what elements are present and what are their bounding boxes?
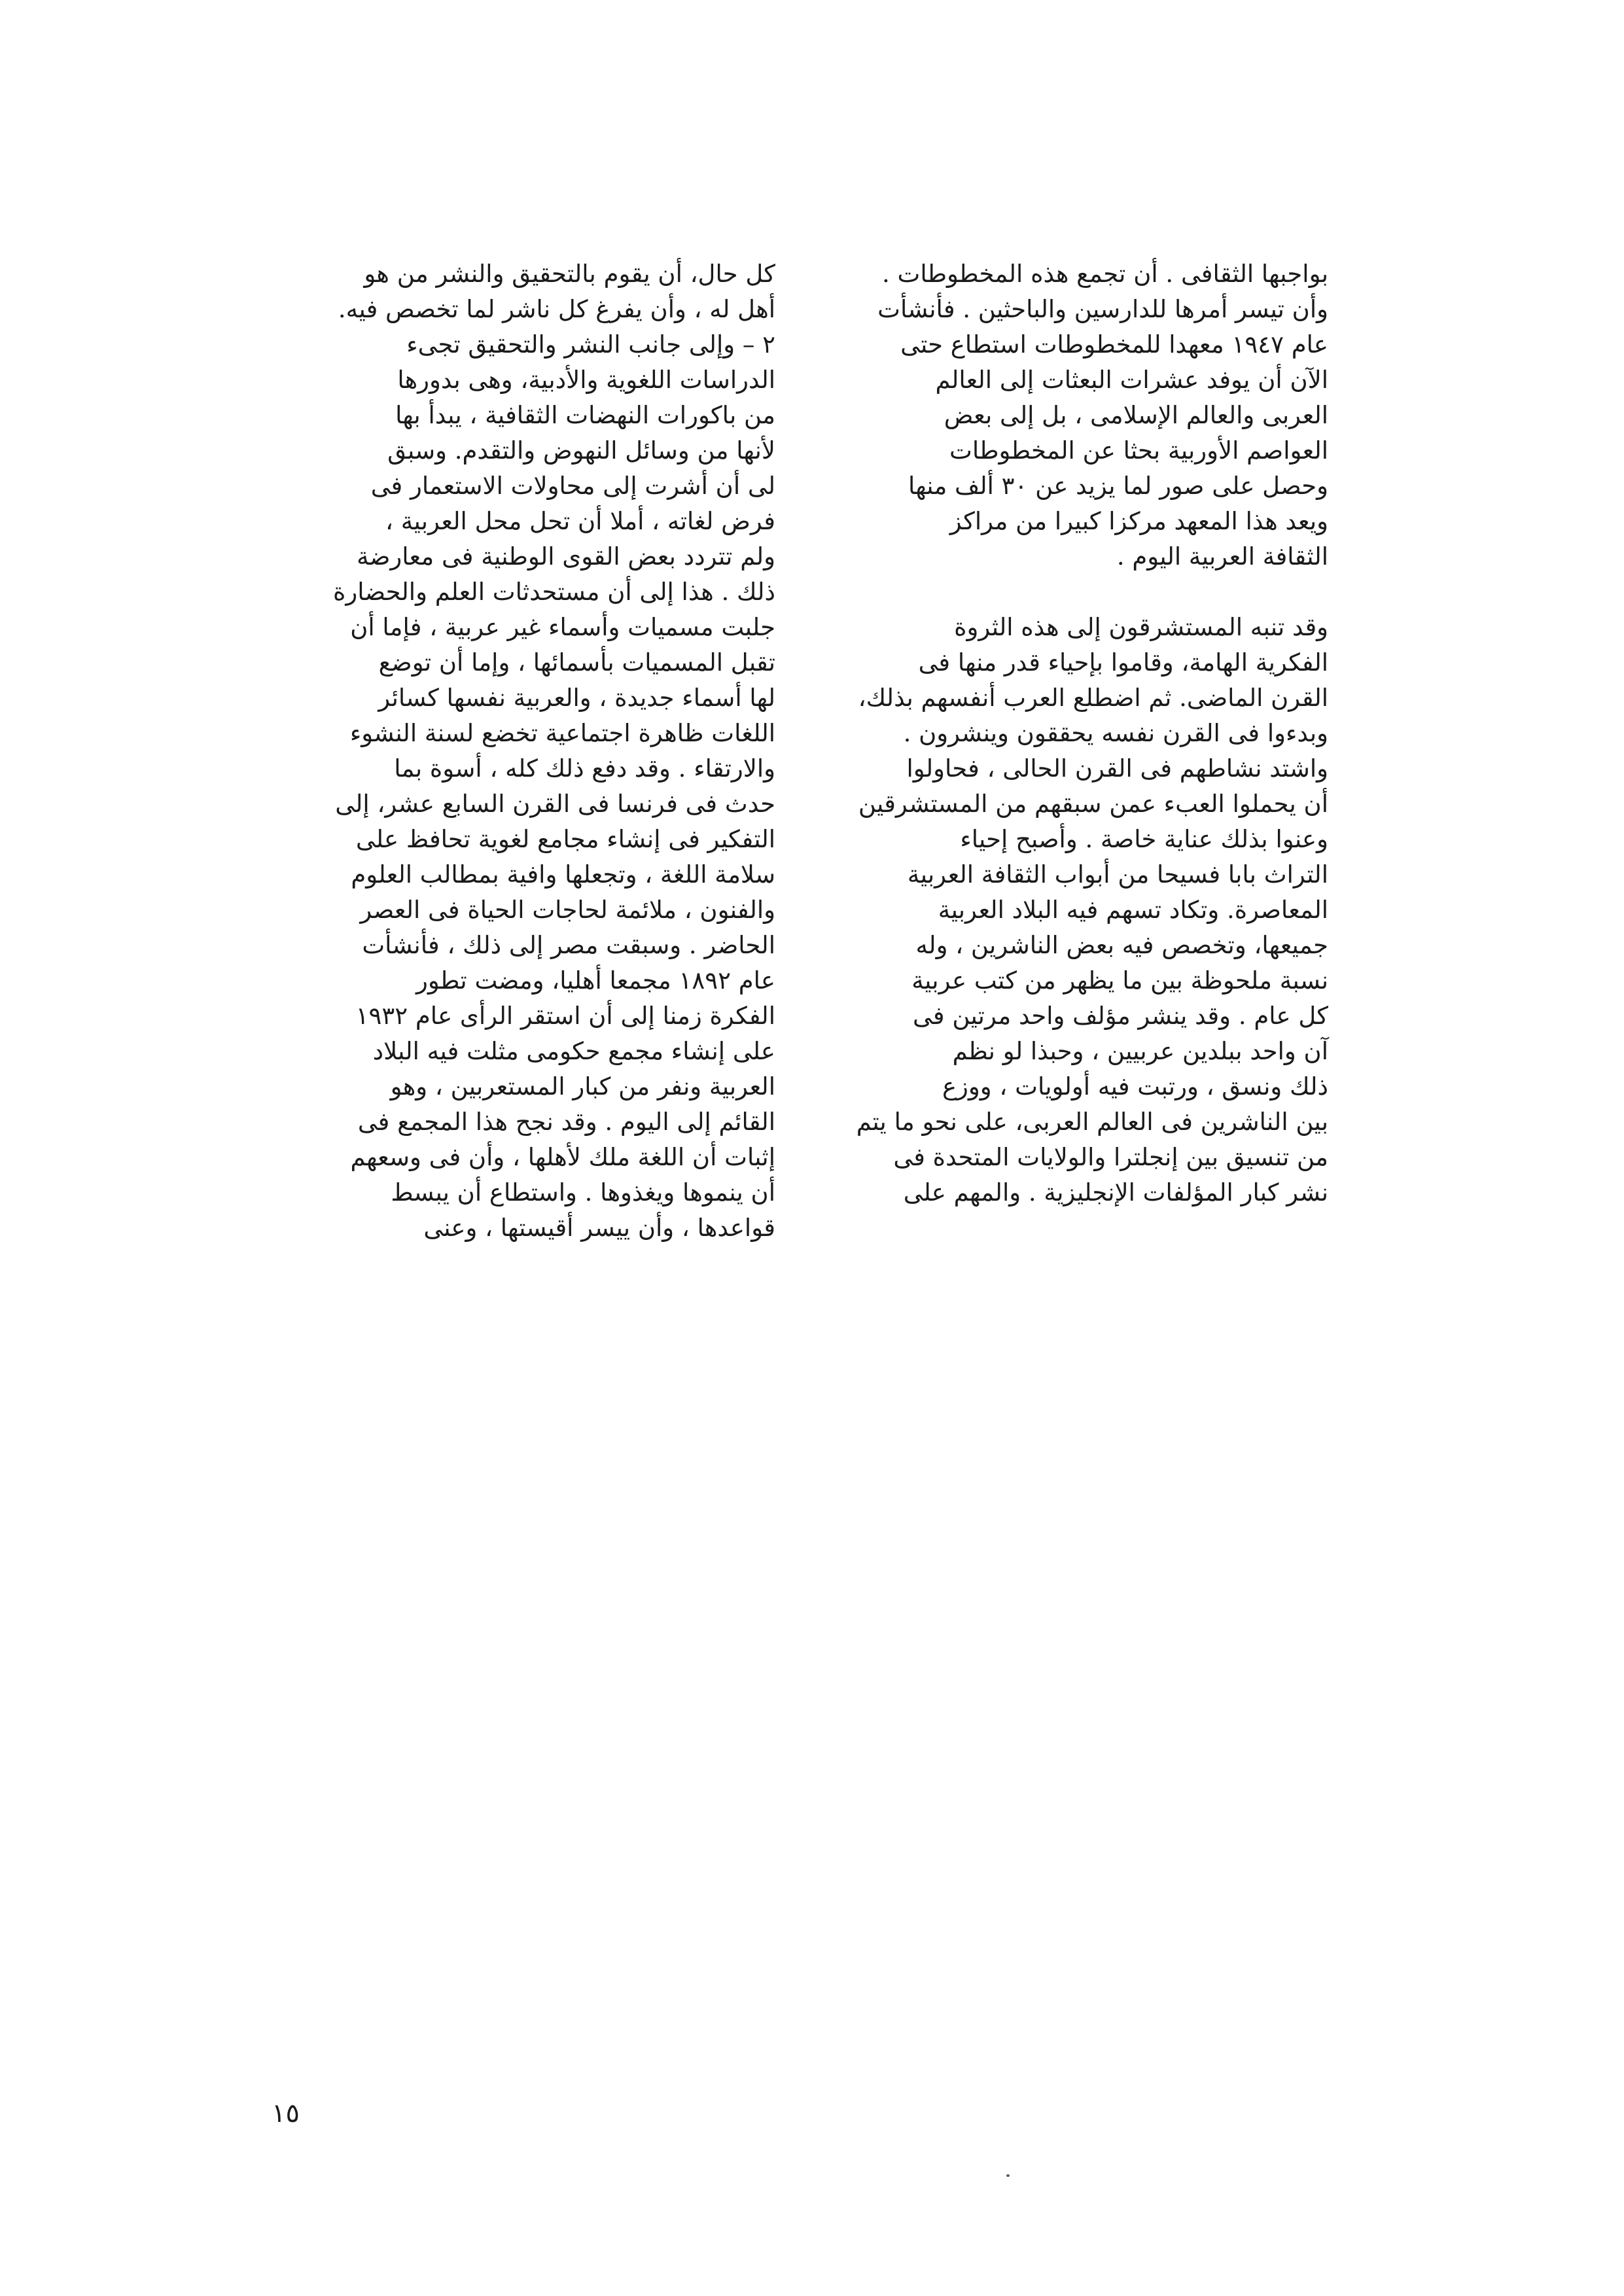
text-line: العواصم الأوربية بحثا عن المخطوطات — [949, 436, 1328, 465]
text-line: واشتد نشاطهم فى القرن الحالى ، فحاولوا — [906, 754, 1328, 783]
text-line: حدث فى فرنسا فى القرن السابع عشر، إلى — [335, 790, 775, 818]
text-line: ذلك . هذا إلى أن مستحدثات العلم والحضارة — [333, 578, 775, 606]
text-line: ولم تتردد بعض القوى الوطنية فى معارضة — [357, 542, 775, 571]
text-line: الفكرية الهامة، وقاموا بإحياء قدر منها فى — [918, 648, 1328, 677]
text-line: التراث بابا فسيحا من أبواب الثقافة العربية — [907, 860, 1328, 889]
text-line: الثقافة العربية اليوم . — [1116, 542, 1328, 571]
text-line: اللغات ظاهرة اجتماعية تخضع لسنة النشوء — [349, 719, 775, 747]
text-line: كل عام . وقد ينشر مؤلف واحد مرتين فى — [913, 1002, 1328, 1030]
text-line: سلامة اللغة ، وتجعلها وافية بمطالب العلوم — [351, 860, 775, 889]
text-line: لها أسماء جديدة ، والعربية نفسها كسائر — [378, 684, 775, 712]
text-line: جميعها، وتخصص فيه بعض الناشرين ، وله — [915, 931, 1328, 959]
text-line: لأنها من وسائل النهوض والتقدم. وسبق — [387, 436, 775, 465]
text-line: قواعدها ، وأن ييسر أقيستها ، وعنى — [423, 1214, 775, 1242]
text-line: نشر كبار المؤلفات الإنجليزية . والمهم على — [903, 1178, 1328, 1207]
text-line: أن ينموها ويغذوها . واستطاع أن يبسط — [391, 1178, 775, 1207]
text-line: ذلك ونسق ، ورتبت فيه أولويات ، ووزع — [942, 1072, 1328, 1101]
paragraph-gap — [851, 574, 1328, 610]
right-paragraph-1 — [851, 256, 1328, 574]
text-line: إثبات أن اللغة ملك لأهلها ، وأن فى وسعهم — [350, 1143, 775, 1171]
text-line: أن يحملوا العبء عمن سبقهم من المستشرقين — [858, 790, 1328, 818]
text-line: على إنشاء مجمع حكومى مثلت فيه البلاد — [372, 1037, 775, 1065]
text-line: والفنون ، ملائمة لحاجات الحياة فى العصر — [360, 896, 775, 924]
text-line: عام ١٨٩٢ مجمعا أهليا، ومضت تطور — [416, 966, 775, 995]
text-line: وبدءوا فى القرن نفسه يحققون وينشرون . — [903, 719, 1328, 747]
text-line: والارتقاء . وقد دفع ذلك كله ، أسوة بما — [394, 754, 775, 783]
right-paragraph-2 — [851, 610, 1328, 1210]
text-line: المعاصرة. وتكاد تسهم فيه البلاد العربية — [938, 896, 1328, 924]
left-text-column — [272, 256, 775, 1246]
text-line: بين الناشرين فى العالم العربى، على نحو ما يتم — [856, 1108, 1328, 1136]
left-paragraphs — [272, 256, 775, 1246]
text-line: فرض لغاته ، أملا أن تحل محل العربية ، — [385, 507, 775, 535]
text-line: نسبة ملحوظة بين ما يظهر من كتب عربية — [911, 966, 1328, 995]
text-line: كل حال، أن يقوم بالتحقيق والنشر من هو — [364, 260, 775, 288]
text-line: الآن أن يوفد عشرات البعثات إلى العالم — [935, 366, 1328, 394]
text-line: العربية ونفر من كبار المستعربين ، وهو — [390, 1072, 775, 1101]
text-line: القرن الماضى. ثم اضطلع العرب أنفسهم بذلك، — [858, 684, 1328, 712]
text-line: وأن تيسر أمرها للدارسين والباحثين . فأنشأت — [877, 295, 1328, 323]
text-line: وعنوا بذلك عناية خاصة . وأصبح إحياء — [960, 825, 1328, 853]
text-line: التفكير فى إنشاء مجامع لغوية تحافظ على — [355, 825, 775, 853]
text-line: ٢ – وإلى جانب النشر والتحقيق تجىء — [406, 330, 775, 359]
text-line: من تنسيق بين إنجلترا والولايات المتحدة فى — [893, 1143, 1328, 1171]
text-line: الفكرة زمنا إلى أن استقر الرأى عام ١٩٣٢ — [355, 1002, 775, 1030]
text-line: وقد تنبه المستشرقون إلى هذه الثروة — [954, 613, 1328, 641]
right-text-column — [851, 256, 1328, 1210]
text-line: الحاضر . وسبقت مصر إلى ذلك ، فأنشأت — [362, 931, 775, 959]
text-line: لى أن أشرت إلى محاولات الاستعمار فى — [370, 472, 775, 500]
text-line: عام ١٩٤٧ معهدا للمخطوطات استطاع حتى — [900, 330, 1328, 359]
text-line: آن واحد ببلدين عربيين ، وحبذا لو نظم — [952, 1037, 1328, 1065]
text-line: أهل له ، وأن يفرغ كل ناشر لما تخصص فيه. — [338, 295, 775, 323]
text-line: القائم إلى اليوم . وقد نجح هذا المجمع فى — [357, 1108, 775, 1136]
text-line: الدراسات اللغوية والأدبية، وهى بدورها — [397, 366, 775, 394]
text-line: وحصل على صور لما يزيد عن ٣٠ ألف منها — [908, 472, 1328, 500]
text-line: ويعد هذا المعهد مركزا كبيرا من مراكز — [949, 507, 1328, 535]
scan-speck — [1006, 2174, 1010, 2177]
text-line: جلبت مسميات وأسماء غير عربية ، فإما أن — [350, 613, 775, 641]
text-line: تقبل المسميات بأسمائها ، وإما أن توضع — [378, 648, 775, 677]
text-line: العربى والعالم الإسلامى ، بل إلى بعض — [944, 401, 1328, 429]
page-number: ١٥ — [272, 2098, 300, 2128]
text-line: من باكورات النهضات الثقافية ، يبدأ بها — [395, 401, 775, 429]
text-line: بواجبها الثقافى . أن تجمع هذه المخطوطات . — [881, 260, 1328, 288]
